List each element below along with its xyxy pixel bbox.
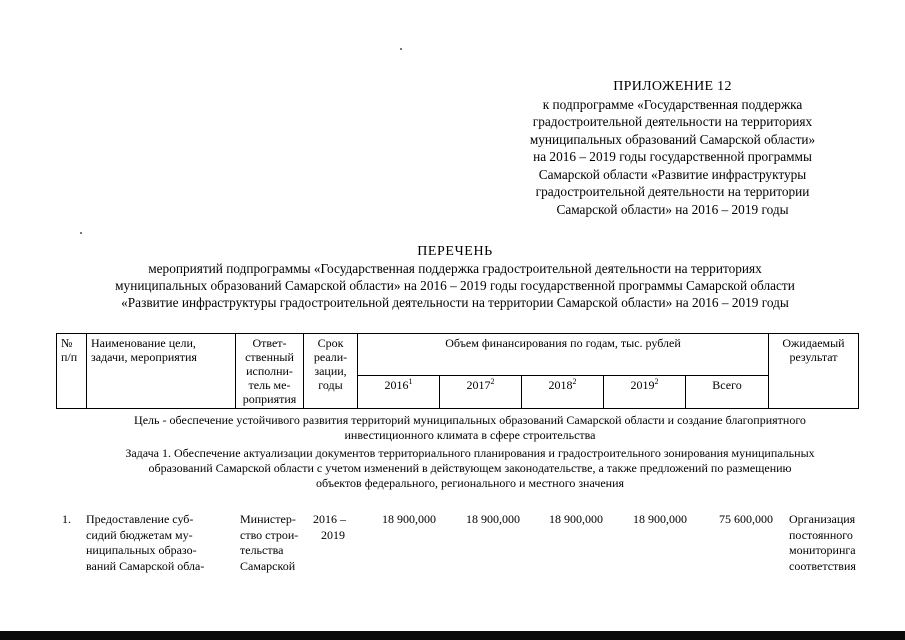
header-name: Наименование цели, задачи, мероприятия — [87, 334, 236, 409]
heading-title: ПЕРЕЧЕНЬ — [417, 244, 493, 259]
header-total: Всего — [686, 376, 769, 409]
row-value-total: 75 600,000 — [719, 512, 773, 526]
header-year-2017: 2017$^2$ — [440, 376, 522, 409]
header-year-2019: 2019$^2$ — [604, 376, 686, 409]
row-expected-result: Организация постоянного мониторинга соответствия — [789, 512, 856, 573]
appendix-block — [500, 78, 845, 218]
appendix-line: Самарской области» на 2016 – 2019 годы — [556, 201, 789, 217]
row-number: 1. — [62, 512, 71, 526]
goal-text: Цель - обеспечение устойчивого развития территорий муниципальных образований Самарской области и создание благоприятного инвестиционного климата в сфере строительства — [134, 413, 806, 442]
row-value-2017: 18 900,000 — [466, 512, 520, 526]
appendix-line: Самарской области «Развитие инфраструктуры — [538, 166, 807, 182]
header-financing: Объем финансирования по годам, тыс. рублей — [358, 334, 769, 376]
appendix-line: к подпрограмме «Государственная поддержка — [542, 96, 803, 112]
appendix-title: ПРИЛОЖЕНИЕ 12 — [613, 79, 732, 94]
header-year-2018: 2018$^2$ — [522, 376, 604, 409]
heading-line: «Развитие инфраструктуры градостроительной деятельности на территории Самарской области» на 2016 – 2019 годы — [121, 295, 789, 310]
row-term: 2016 – 2019 — [313, 512, 346, 542]
appendix-line: муниципальных образований Самарской области» — [529, 131, 816, 147]
header-year-2016: 2016$^1$ — [358, 376, 440, 409]
header-expected-result: Ожидаемый результат — [769, 334, 859, 409]
header-term: Срок реали- зации, годы — [304, 334, 358, 409]
appendix-line: на 2016 – 2019 годы государственной программы — [533, 149, 812, 164]
header-num: № п/п — [57, 334, 87, 409]
financing-table-header — [56, 333, 859, 409]
row-activity-name: Предоставление суб- сидий бюджетам му- ниципальных образо- ваний Самарской обла- — [86, 512, 205, 573]
header-responsible: Ответ- ственный исполни- тель ме- роприятия — [236, 334, 304, 409]
row-responsible: Министер- ство строи- тельства Самарской — [240, 512, 299, 573]
scan-speck — [400, 48, 402, 50]
appendix-line: градостроительной деятельности на территориях — [532, 114, 813, 129]
heading-line: мероприятий подпрограммы «Государственная поддержка градостроительной деятельности на территориях — [148, 261, 762, 276]
row-value-2019: 18 900,000 — [633, 512, 687, 526]
list-heading — [40, 243, 870, 311]
appendix-line: градостроительной деятельности на территории — [535, 184, 810, 199]
row-value-2018: 18 900,000 — [549, 512, 603, 526]
heading-line: муниципальных образований Самарской области» на 2016 – 2019 годы государственной программы Самарской области — [115, 278, 795, 293]
scan-bottom-edge — [0, 631, 905, 640]
scan-speck — [80, 232, 82, 234]
row-value-2016: 18 900,000 — [382, 512, 436, 526]
task-text: Задача 1. Обеспечение актуализации документов территориального планирования и градостроительного зонирования муниципальных образований Самарской области с учетом изменений в действующем законодательстве, а также предложений по размещению объектов федерального, регионального и местного значения — [125, 446, 815, 490]
